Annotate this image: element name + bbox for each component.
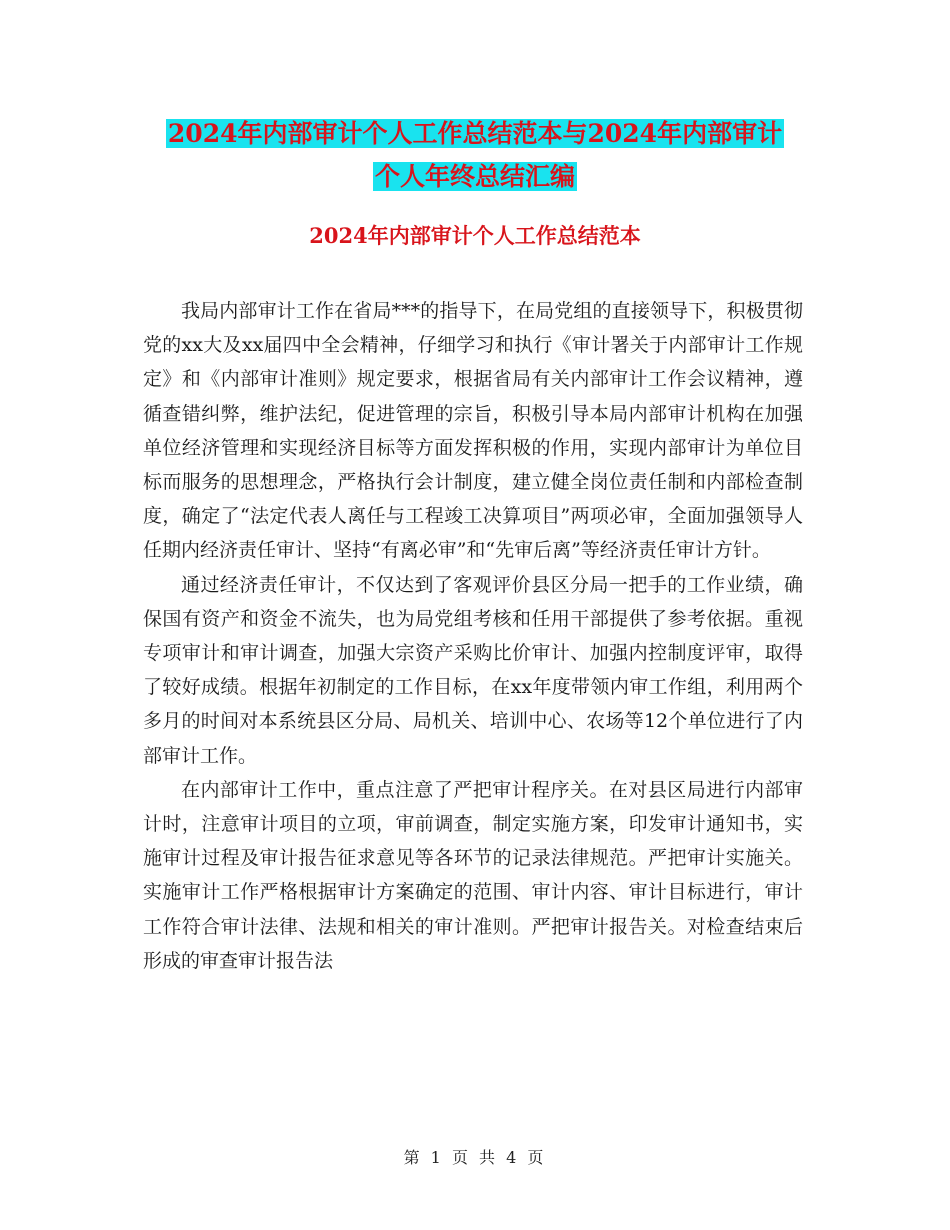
document-body: [143, 294, 803, 978]
document-title: [0, 112, 950, 198]
paragraph-3: 在内部审计工作中，重点注意了严把审计程序关。在对县区局进行内部审计时，注意审计项目的立项，审前调查，制定实施方案，印发审计通知书，实施审计过程及审计报告征求意见等各环节的记录法律规范。严把审计实施关。实施审计工作严格根据审计方案确定的范围、审计内容、审计目标进行，审计工作符合审计法律、法规和相关的审计准则。严把审计报告关。对检查结束后形成的审查审计报告法: [143, 778, 803, 972]
document-title-line-1: [0, 112, 950, 155]
title-highlight-1: 2024年内部审计个人工作总结范本与2024年内部审计: [167, 119, 783, 148]
title-highlight-2: 个人年终总结汇编: [374, 162, 575, 191]
document-title-line-2: [0, 155, 950, 198]
page-footer: 第 1 页 共 4 页: [403, 1148, 547, 1167]
paragraph-2: 通过经济责任审计，不仅达到了客观评价县区分局一把手的工作业绩，确保国有资产和资金不流失，也为局党组考核和任用干部提供了参考依据。重视专项审计和审计调查，加强大宗资产采购比价审计、加强内控制度评审，取得了较好成绩。根据年初制定的工作目标，在xx年度带领内审工作组，利用两个多月的时间对本系统县区分局、局机关、培训中心、农场等12个单位进行了内部审计工作。: [143, 573, 803, 767]
paragraph-1: 我局内部审计工作在省局***的指导下，在局党组的直接领导下，积极贯彻党的xx大及xx届四中全会精神，仔细学习和执行《审计署关于内部审计工作规定》和《内部审计准则》规定要求，根据省局有关内部审计工作会议精神，遵循查错纠弊，维护法纪，促进管理的宗旨，积极引导本局内部审计机构在加强单位经济管理和实现经济目标等方面发挥积极的作用，实现内部审计为单位目标而服务的思想理念，严格执行会计制度，建立健全岗位责任制和内部检查制度，确定了“法定代表人离任与工程竣工决算项目”两项必审，全面加强领导人任期内经济责任审计、坚持“有离必审”和“先审后离”等经济责任审计方针。: [143, 300, 803, 562]
section-title: 2024年内部审计个人工作总结范本: [309, 223, 641, 248]
